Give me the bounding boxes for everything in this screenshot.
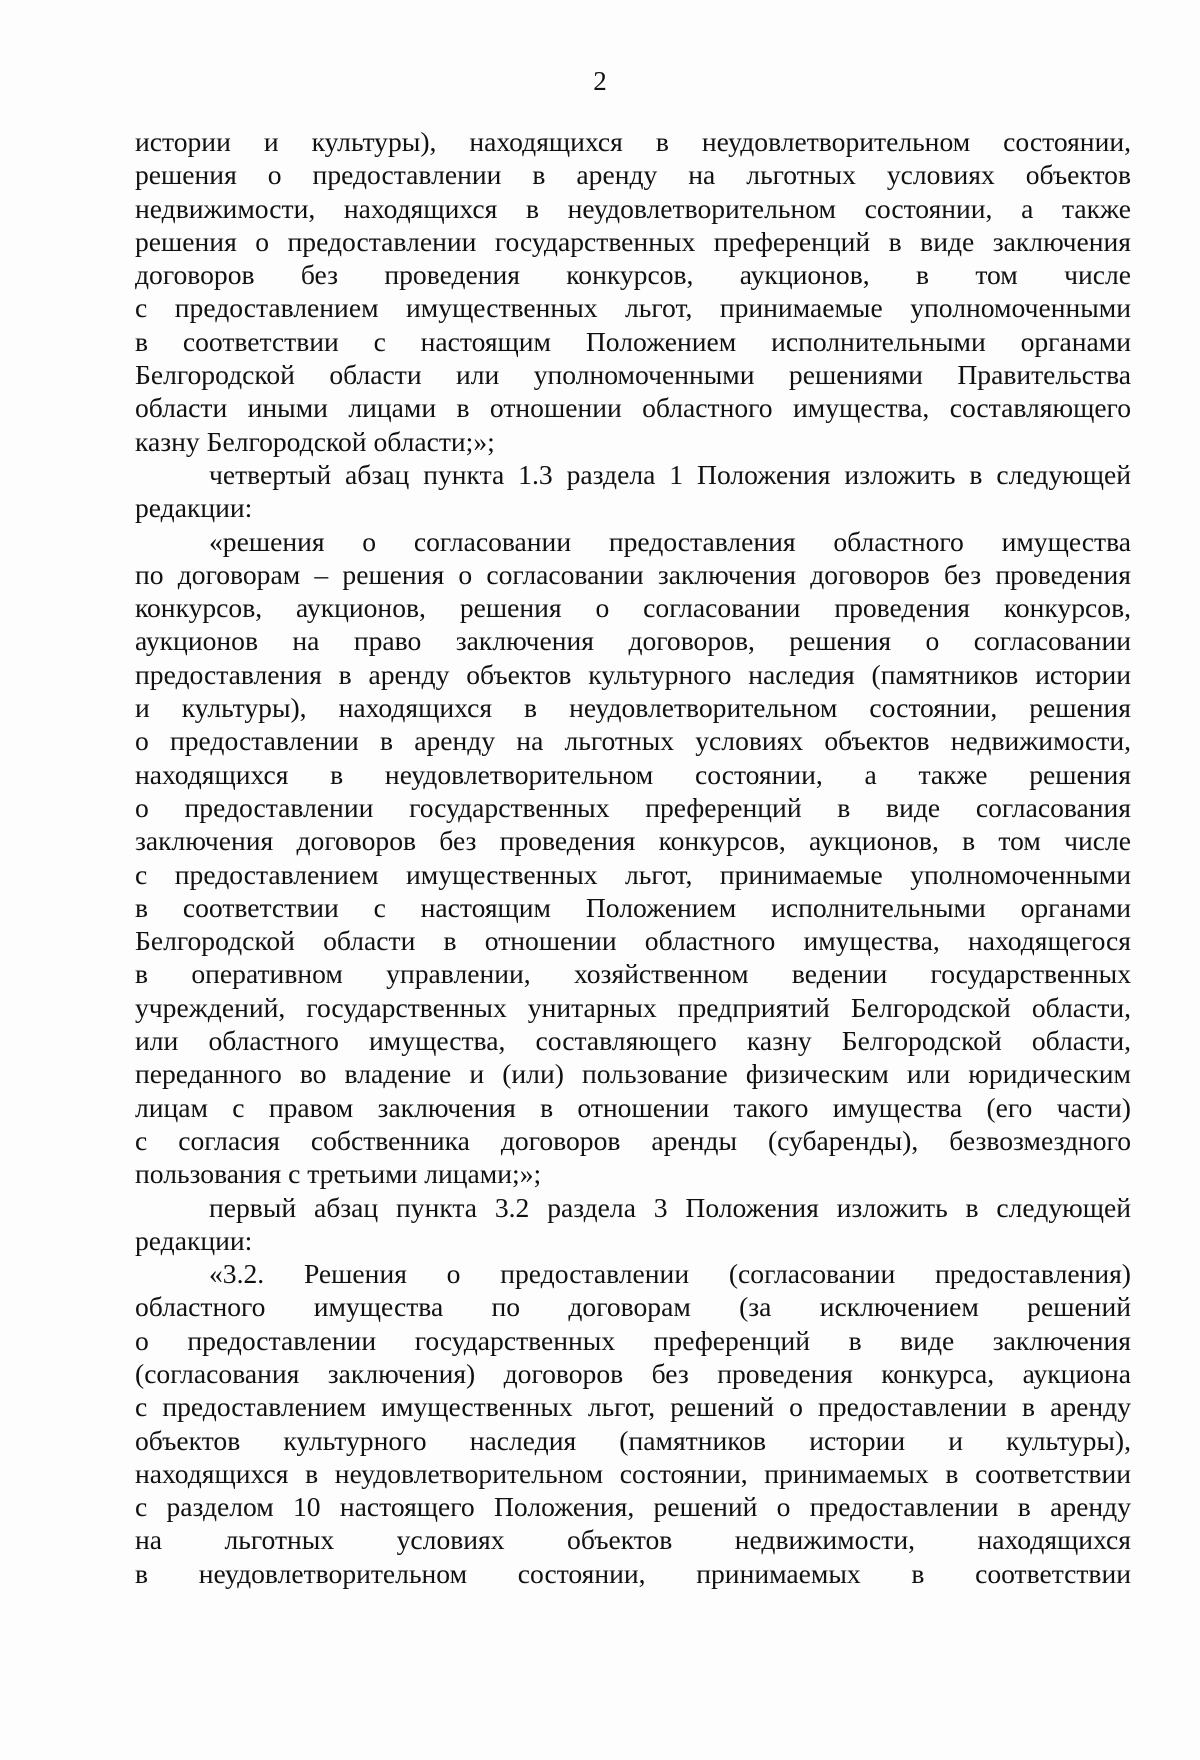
text-line: в оперативном управлении, хозяйственном ведении государственных xyxy=(135,958,1131,990)
text-line: находящихся в неудовлетворительном состоянии, а также решения xyxy=(135,758,1131,790)
text-line: решения о предоставлении государственных преференций в виде заключения xyxy=(135,225,1131,257)
text-line: с предоставлением имущественных льгот, решений о предоставлении в аренду xyxy=(135,1391,1131,1423)
text-line: Белгородской области или уполномоченными решениями Правительства xyxy=(135,359,1131,391)
text-line: по договорам – решения о согласовании заключения договоров без проведения xyxy=(135,558,1131,590)
text-line: учреждений, государственных унитарных предприятий Белгородской области, xyxy=(135,991,1131,1023)
text-line: с предоставлением имущественных льгот, принимаемые уполномоченными xyxy=(135,292,1131,324)
text-line: предоставления в аренду объектов культурного наследия (памятников истории xyxy=(135,658,1131,690)
text-line: редакции: xyxy=(135,492,253,524)
document-body xyxy=(135,125,1131,1590)
text-line: четвертый абзац пункта 1.3 раздела 1 Положения изложить в следующей xyxy=(209,458,1131,490)
text-line: пользования с третьими лицами;»; xyxy=(135,1158,542,1190)
text-line: объектов культурного наследия (памятников истории и культуры), xyxy=(135,1424,1131,1456)
text-line: (согласования заключения) договоров без проведения конкурса, аукциона xyxy=(135,1357,1131,1389)
text-line: и культуры), находящихся в неудовлетворительном состоянии, решения xyxy=(135,692,1131,724)
text-line: о предоставлении в аренду на льготных условиях объектов недвижимости, xyxy=(135,725,1131,757)
text-line: аукционов на право заключения договоров, решения о согласовании xyxy=(135,625,1131,657)
text-line: заключения договоров без проведения конкурсов, аукционов, в том числе xyxy=(135,825,1131,857)
text-line: решения о предоставлении в аренду на льготных условиях объектов xyxy=(135,159,1131,191)
text-line: о предоставлении государственных преференций в виде согласования xyxy=(135,791,1131,823)
text-line: областного имущества по договорам (за исключением решений xyxy=(135,1291,1131,1323)
text-line: лицам с правом заключения в отношении такого имущества (его части) xyxy=(135,1091,1131,1123)
text-line: на льготных условиях объектов недвижимости, находящихся xyxy=(135,1524,1131,1556)
text-line: редакции: xyxy=(135,1224,253,1256)
text-line: области иными лицами в отношении областного имущества, составляющего xyxy=(135,392,1131,424)
text-line: истории и культуры), находящихся в неудовлетворительном состоянии, xyxy=(135,126,1131,157)
text-line: «решения о согласовании предоставления областного имущества xyxy=(209,525,1131,557)
text-line: переданного во владение и (или) пользование физическим или юридическим xyxy=(135,1058,1131,1090)
text-line: о предоставлении государственных преференций в виде заключения xyxy=(135,1324,1131,1356)
text-line: в неудовлетворительном состоянии, принимаемых в соответствии xyxy=(135,1557,1131,1589)
text-line: находящихся в неудовлетворительном состоянии, принимаемых в соответствии xyxy=(135,1457,1131,1489)
text-line: казну Белгородской области;»; xyxy=(135,425,495,457)
text-line: или областного имущества, составляющего казну Белгородской области, xyxy=(135,1025,1131,1057)
text-line: договоров без проведения конкурсов, аукционов, в том числе xyxy=(135,259,1131,291)
text-line: Белгородской области в отношении областного имущества, находящегося xyxy=(135,925,1131,957)
text-line: в соответствии с настоящим Положением исполнительными органами xyxy=(135,325,1131,357)
text-line: первый абзац пункта 3.2 раздела 3 Положения изложить в следующей xyxy=(209,1191,1131,1223)
text-line: с согласия собственника договоров аренды (субаренды), безвозмездного xyxy=(135,1124,1131,1156)
text-line: конкурсов, аукционов, решения о согласовании проведения конкурсов, xyxy=(135,592,1131,624)
text-line: в соответствии с настоящим Положением исполнительными органами xyxy=(135,891,1131,923)
text-line: недвижимости, находящихся в неудовлетворительном состоянии, а также xyxy=(135,192,1131,224)
page-number: 2 xyxy=(593,66,607,96)
text-line: «3.2. Решения о предоставлении (согласовании предоставления) xyxy=(209,1258,1131,1290)
text-line: с предоставлением имущественных льгот, принимаемые уполномоченными xyxy=(135,858,1131,890)
text-line: с разделом 10 настоящего Положения, решений о предоставлении в аренду xyxy=(135,1491,1131,1523)
